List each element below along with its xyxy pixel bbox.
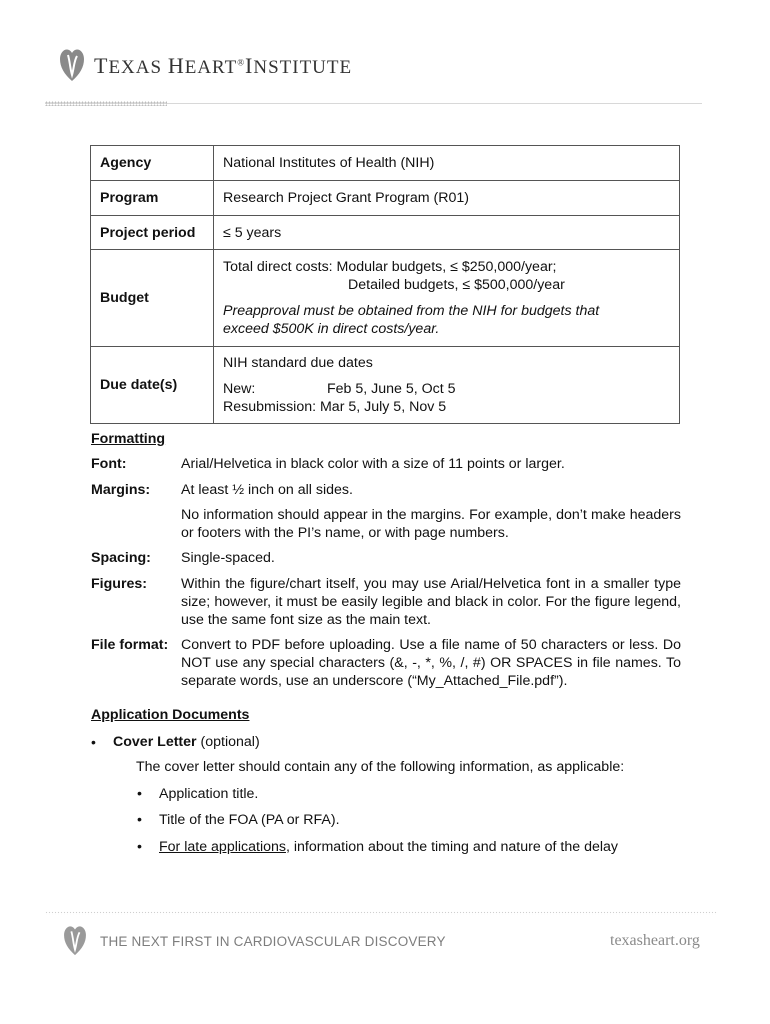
figures-value: Within the figure/chart itself, you may use Arial/Helvetica font in a smaller type size; however, it must be easily legible and black in color. For the figure legend, use the same font size as the main text. (181, 576, 681, 628)
header-rule-accent (45, 101, 167, 106)
footer-tagline: THE NEXT FIRST IN CARDIOVASCULAR DISCOVERY (100, 934, 446, 949)
budget-line-detailed: Detailed budgets, ≤ $500,000/year (348, 277, 565, 293)
spacing-value: Single-spaced. (181, 550, 275, 566)
bullet-icon: • (137, 839, 142, 855)
margins-value: At least ½ inch on all sides. (181, 482, 353, 498)
footer-rule (45, 911, 717, 915)
program-value: Research Project Grant Program (R01) (214, 181, 680, 216)
period-label: Project period (91, 216, 214, 250)
cover-letter-optional: (optional) (196, 734, 260, 750)
margins-label: Margins: (91, 482, 151, 498)
margins-note: No information should appear in the margins. For example, don’t make headers or footers with the PI’s name, or with page numbers. (181, 507, 681, 541)
figures-label: Figures: (91, 576, 147, 592)
due-value (214, 347, 680, 424)
bullet-icon: • (137, 812, 142, 828)
formatting-heading: Formatting (91, 431, 166, 447)
agency-label: Agency (91, 146, 214, 181)
budget-note-line1: Preapproval must be obtained from the NIH for budgets that (223, 303, 600, 319)
table-row-agency (91, 146, 680, 181)
cover-letter-description: The cover letter should contain any of the following information, as applicable: (136, 759, 625, 775)
font-label: Font: (91, 456, 127, 472)
footer-website[interactable]: texasheart.org (610, 932, 700, 949)
bullet-icon: • (137, 786, 142, 802)
period-value: ≤ 5 years (214, 216, 680, 250)
heart-logo-icon (60, 48, 84, 82)
table-row-due-dates (91, 347, 680, 424)
program-label: Program (91, 181, 214, 216)
application-documents-heading: Application Documents (91, 707, 250, 723)
list-item-foa-title: Title of the FOA (PA or RFA). (159, 812, 340, 828)
file-format-label: File format: (91, 637, 169, 653)
late-applications-rest: , information about the timing and nature of the delay (285, 839, 619, 855)
cover-letter-title (113, 733, 260, 751)
table-row-period (91, 216, 680, 250)
grant-info-table (90, 145, 680, 424)
due-label: Due date(s) (91, 347, 214, 424)
file-format-value: Convert to PDF before uploading. Use a file name of 50 characters or less. Do NOT use any special characters (&, -, *, %, /, #) OR SPACES in file names. To separate words, use an underscore (“My_Attached_File.pdf”). (181, 637, 681, 689)
list-item-application-title: Application title. (159, 786, 259, 802)
org-name: TEXAS HEART®INSTITUTE (94, 53, 353, 78)
spacing-label: Spacing: (91, 550, 151, 566)
due-resubmission: Resubmission: Mar 5, July 5, Nov 5 (223, 399, 447, 415)
table-row-program (91, 181, 680, 216)
budget-line-modular: Total direct costs: Modular budgets, ≤ $250,000/year; (223, 259, 557, 275)
budget-value (214, 250, 680, 347)
agency-value: National Institutes of Health (NIH) (214, 146, 680, 181)
table-row-budget (91, 250, 680, 347)
font-value: Arial/Helvetica in black color with a size of 11 points or larger. (181, 456, 565, 472)
due-standard: NIH standard due dates (223, 355, 373, 371)
cover-letter-item (91, 733, 96, 752)
due-new-value: Feb 5, June 5, Oct 5 (327, 381, 456, 397)
list-item-late-applications (159, 838, 618, 856)
cover-letter-bold: Cover Letter (113, 734, 197, 750)
budget-label: Budget (91, 250, 214, 347)
budget-note-line2: exceed $500K in direct costs/year. (223, 321, 440, 337)
bullet-icon: • (91, 734, 96, 750)
heart-logo-icon (64, 925, 86, 956)
due-new-key: New: (223, 381, 256, 397)
late-applications-link[interactable]: For late applications (159, 839, 286, 855)
